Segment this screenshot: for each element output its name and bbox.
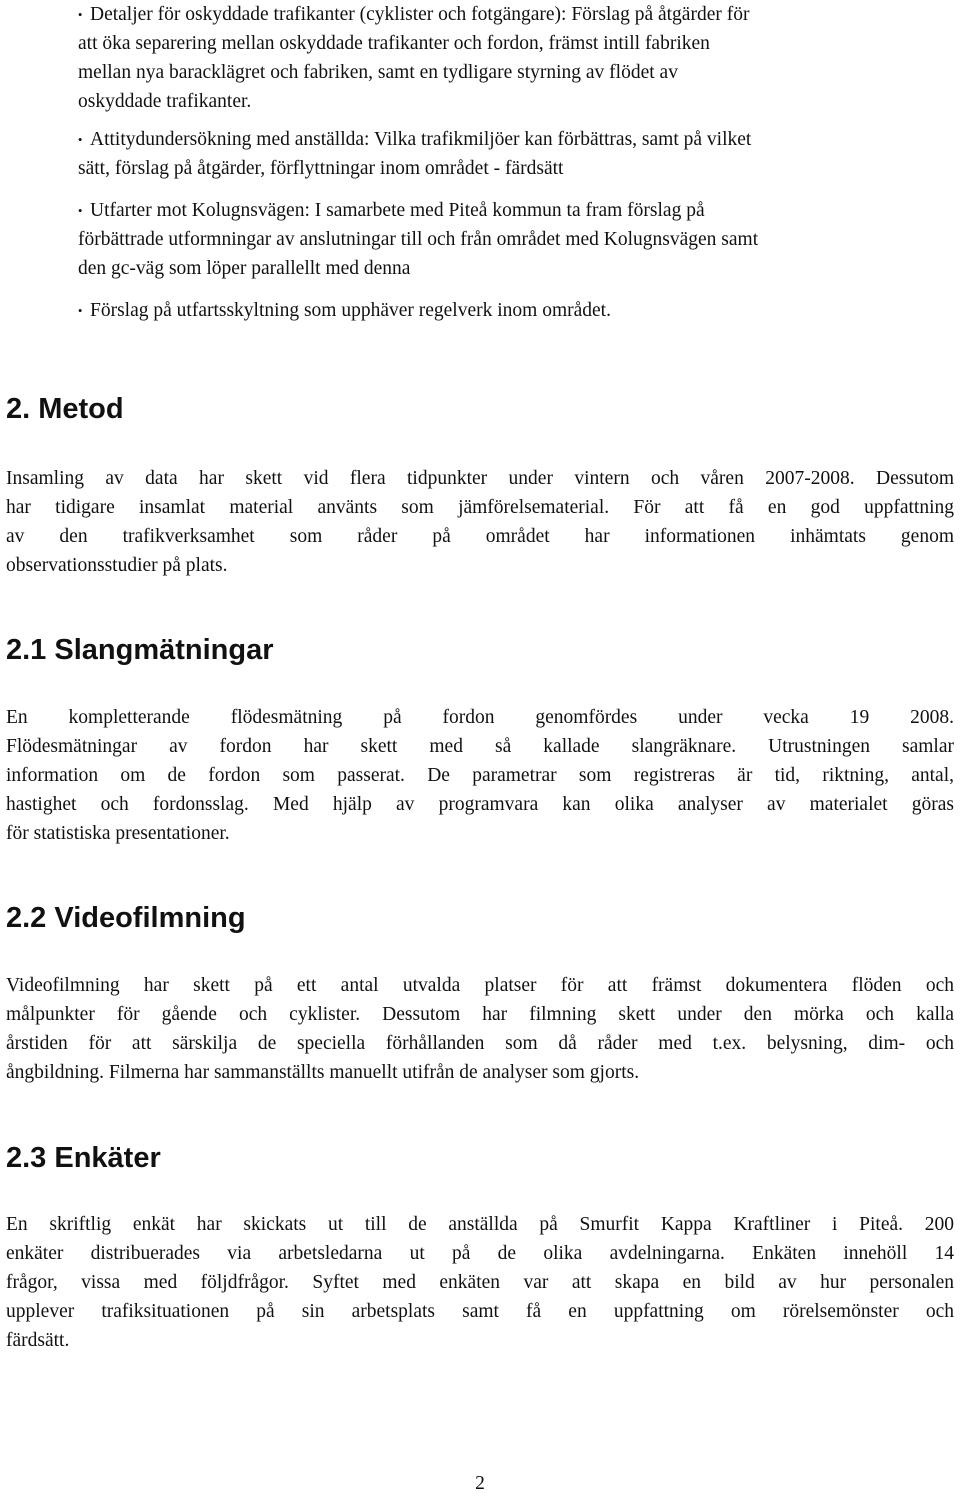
- paragraph-line: frågor, vissa med följdfrågor. Syftet med enkäten var att skapa en bild av hur personalen: [6, 1272, 954, 1293]
- paragraph-line: observationsstudier på plats.: [6, 555, 228, 576]
- paragraph-line: enkäter distribuerades via arbetsledarna ut på de olika avdelningarna. Enkäten innehöll 14: [6, 1243, 954, 1264]
- bullet-line: att öka separering mellan oskyddade trafikanter och fordon, främst intill fabriken: [78, 33, 710, 54]
- paragraph-line: har tidigare insamlat material använts som jämförelsematerial. För att få en god uppfattning: [6, 497, 954, 518]
- bullet-line: • Attitydundersökning med anställda: Vilka trafikmiljöer kan förbättras, samt på vilket: [90, 129, 752, 150]
- paragraph-line: En skriftlig enkät har skickats ut till de anställda på Smurfit Kappa Kraftliner i Piteå. 200: [6, 1214, 954, 1235]
- bullet-line: förbättrade utformningar av anslutningar till och från området med Kolugnsvägen samt: [78, 229, 759, 250]
- paragraph-metod: [6, 464, 954, 580]
- section-heading-enkater: 2.3 Enkäter: [6, 1142, 161, 1174]
- section-heading-metod: 2. Metod: [6, 393, 124, 425]
- bullet-line: • Förslag på utfartsskyltning som upphäver regelverk inom området.: [90, 300, 611, 321]
- page-number: 2: [475, 1473, 485, 1494]
- bullet-line: sätt, förslag på åtgärder, förflyttningar inom området - färdsätt: [78, 158, 564, 179]
- section-heading-videofilmning: 2.2 Videofilmning: [6, 902, 246, 934]
- bullet-item-unprotected-road-users: [78, 0, 958, 116]
- bullet-item-exits-kolugnsvagen: [78, 196, 958, 283]
- bullet-item-exit-signage: [78, 296, 958, 325]
- paragraph-line: hastighet och fordonsslag. Med hjälp av programvara kan olika analyser av materialet göras: [6, 794, 954, 815]
- paragraph-line: färdsätt.: [6, 1330, 70, 1351]
- paragraph-videofilmning: [6, 971, 954, 1087]
- paragraph-line: Flödesmätningar av fordon har skett med så kallade slangräknare. Utrustningen samlar: [6, 736, 954, 757]
- section-heading-slangmatningar: 2.1 Slangmätningar: [6, 634, 274, 666]
- paragraph-line: årstiden för att särskilja de speciella förhållanden som då råder med t.ex. belysning, dim- och: [6, 1033, 954, 1054]
- bullet-item-attitude-survey: [78, 125, 958, 183]
- bullet-line: • Detaljer för oskyddade trafikanter (cyklister och fotgängare): Förslag på åtgärder för: [90, 4, 750, 25]
- bullet-line: den gc-väg som löper parallellt med denna: [78, 258, 411, 279]
- paragraph-line: upplever trafiksituationen på sin arbetsplats samt få en uppfattning om rörelsemönster och: [6, 1301, 954, 1322]
- paragraph-line: Insamling av data har skett vid flera tidpunkter under vintern och våren 2007-2008. Dessutom: [6, 468, 954, 489]
- paragraph-line: ångbildning. Filmerna har sammanställts manuellt utifrån de analyser som gjorts.: [6, 1062, 640, 1083]
- paragraph-line: målpunkter för gående och cyklister. Dessutom har filmning skett under den mörka och kalla: [6, 1004, 954, 1025]
- paragraph-line: Videofilmning har skett på ett antal utvalda platser för att främst dokumentera flöden och: [6, 975, 954, 996]
- paragraph-line: för statistiska presentationer.: [6, 823, 230, 844]
- paragraph-enkater: [6, 1210, 954, 1355]
- paragraph-slangmatningar: [6, 703, 954, 848]
- bullet-line: mellan nya baracklägret och fabriken, samt en tydligare styrning av flödet av: [78, 62, 678, 83]
- paragraph-line: En kompletterande flödesmätning på fordon genomfördes under vecka 19 2008.: [6, 707, 954, 728]
- bullet-line: • Utfarter mot Kolugnsvägen: I samarbete med Piteå kommun ta fram förslag på: [90, 200, 705, 221]
- paragraph-line: information om de fordon som passerat. De parametrar som registreras är tid, riktning, antal,: [6, 765, 954, 786]
- bullet-line: oskyddade trafikanter.: [78, 91, 252, 112]
- paragraph-line: av den trafikverksamhet som råder på området har informationen inhämtats genom: [6, 526, 954, 547]
